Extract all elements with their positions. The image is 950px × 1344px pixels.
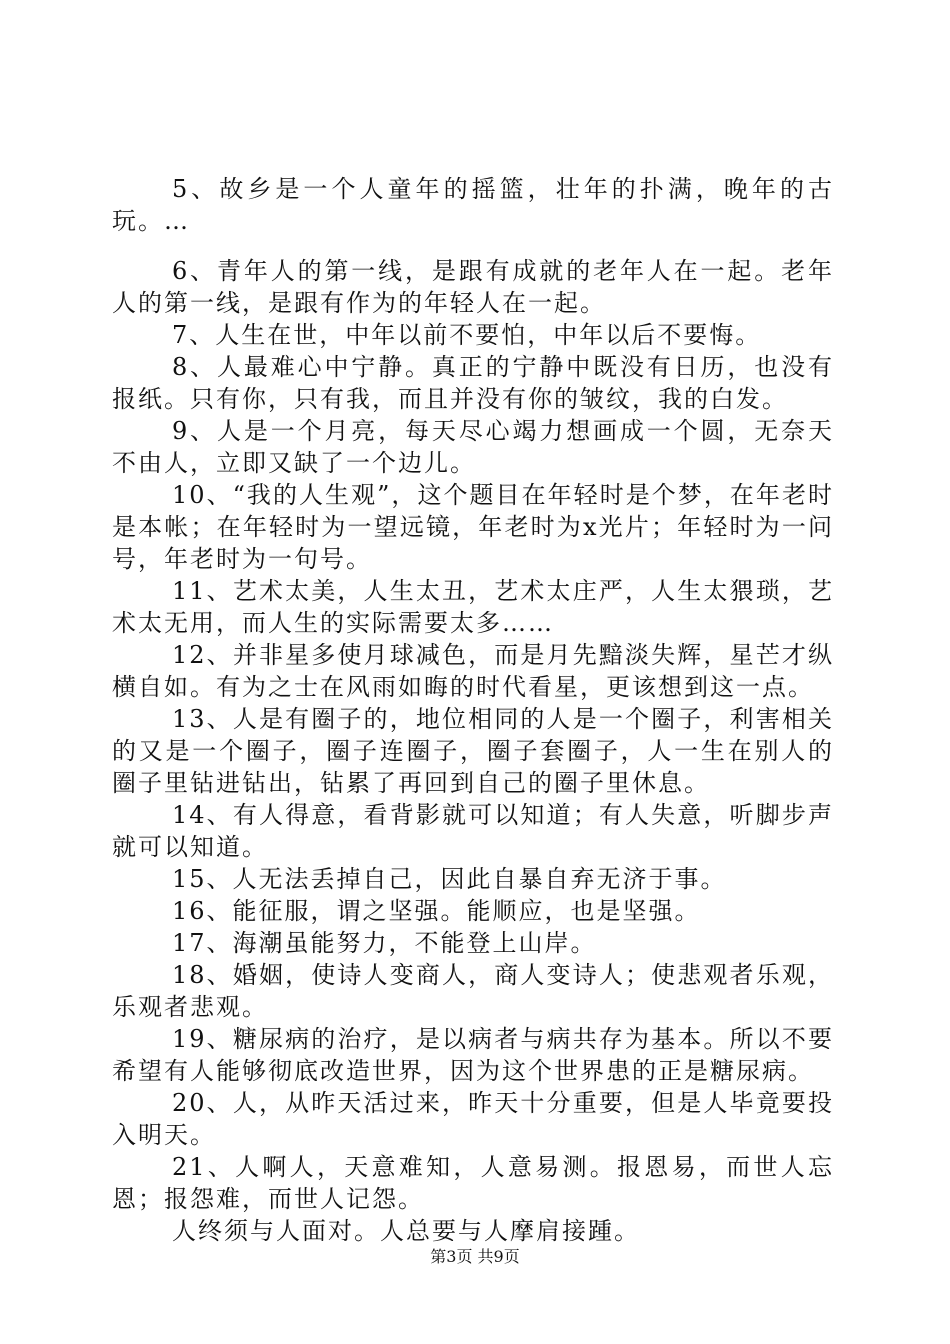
paragraph-11: 11、艺术太美，人生太丑，艺术太庄严，人生太猥琐，艺术太无用，而人生的实际需要太多…… bbox=[112, 577, 834, 637]
paragraph-16: 16、能征服，谓之坚强。能顺应，也是坚强。 bbox=[172, 897, 701, 925]
paragraph-10: 10、“我的人生观”，这个题目在年轻时是个梦，在年老时是本帐；在年轻时为一望远镜，年老时为x光片；年轻时为一问号，年老时为一句号。 bbox=[112, 481, 834, 573]
page-footer: 第3页 共9页 bbox=[430, 1247, 520, 1266]
paragraph-5: 5、故乡是一个人童年的摇篮，壮年的扑满，晚年的古玩。… bbox=[112, 175, 834, 235]
paragraph-19: 19、糖尿病的治疗，是以病者与病共存为基本。所以不要希望有人能够彻底改造世界，因为这个世界患的正是糖尿病。 bbox=[112, 1025, 834, 1085]
paragraph-18: 18、婚姻，使诗人变商人，商人变诗人；使悲观者乐观，乐观者悲观。 bbox=[112, 961, 834, 1021]
paragraph-6: 6、青年人的第一线，是跟有成就的老年人在一起。老年人的第一线，是跟有作为的年轻人在一起。 bbox=[112, 257, 834, 317]
paragraph-12: 12、并非星多使月球减色，而是月先黯淡失辉，星芒才纵横自如。有为之士在风雨如晦的时代看星，更该想到这一点。 bbox=[112, 641, 834, 701]
paragraph-14: 14、有人得意，看背影就可以知道；有人失意，听脚步声就可以知道。 bbox=[112, 801, 834, 861]
paragraph-closing: 人终须与人面对。人总要与人摩肩接踵。 bbox=[172, 1217, 640, 1245]
paragraph-15: 15、人无法丢掉自己，因此自暴自弃无济于事。 bbox=[172, 865, 727, 893]
paragraph-20: 20、人，从昨天活过来，昨天十分重要，但是人毕竟要投入明天。 bbox=[112, 1089, 834, 1149]
paragraph-9: 9、人是一个月亮，每天尽心竭力想画成一个圆，无奈天不由人，立即又缺了一个边儿。 bbox=[112, 417, 834, 477]
paragraph-8: 8、人最难心中宁静。真正的宁静中既没有日历，也没有报纸。只有你，只有我，而且并没有你的皱纹，我的白发。 bbox=[112, 353, 834, 413]
paragraph-13: 13、人是有圈子的，地位相同的人是一个圈子，利害相关的又是一个圈子，圈子连圈子，圈子套圈子，人一生在别人的圈子里钻进钻出，钻累了再回到自己的圈子里休息。 bbox=[112, 705, 834, 797]
paragraph-21: 21、人啊人，天意难知，人意易测。报恩易，而世人忘恩；报怨难，而世人记怨。 bbox=[112, 1153, 834, 1213]
paragraph-17: 17、海潮虽能努力，不能登上山岸。 bbox=[172, 929, 597, 957]
paragraph-7: 7、人生在世，中年以前不要怕，中年以后不要悔。 bbox=[172, 321, 762, 349]
document-body bbox=[112, 173, 834, 1247]
